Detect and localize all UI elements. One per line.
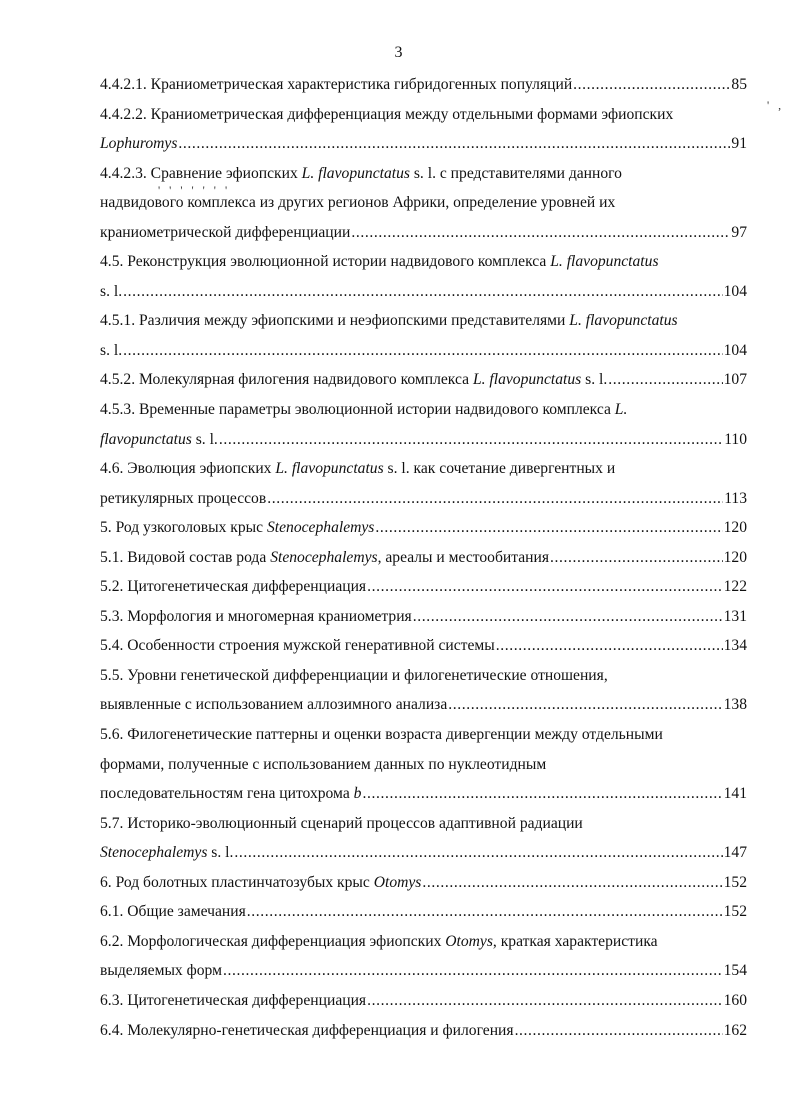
toc-entry-text [100, 779, 361, 809]
toc-page-number: 97 [731, 223, 747, 241]
toc-entry[interactable] [100, 513, 747, 543]
toc-entry[interactable] [100, 602, 747, 632]
toc-page-number: 134 [723, 637, 747, 655]
toc-page-number: 120 [723, 548, 747, 566]
toc-entry[interactable] [100, 986, 747, 1016]
dot-leader [123, 277, 723, 307]
toc-page-number: 138 [723, 696, 747, 714]
text-segment: , ареалы и местообитания [377, 548, 550, 566]
italic-term: Stenocephalemys [270, 548, 378, 566]
toc-entry[interactable] [100, 897, 747, 927]
dot-leader [247, 897, 723, 927]
toc-line [100, 661, 747, 691]
dot-leader [375, 513, 722, 543]
toc-entry[interactable] [100, 70, 747, 100]
text-segment: 4.5.1. Различия между эфиопскими и неэфиопскими представителями [100, 312, 570, 330]
toc-entry-text [100, 602, 412, 632]
toc-line [100, 454, 747, 484]
text-segment: 5. Род узкоголовых крыс [100, 519, 267, 537]
toc-line [100, 129, 747, 159]
toc-line [100, 1016, 747, 1046]
toc-line [100, 365, 747, 395]
toc-line [100, 897, 747, 927]
toc-line [100, 70, 747, 100]
dot-leader [123, 336, 723, 366]
toc-line [100, 572, 747, 602]
toc-entry-text [100, 129, 177, 159]
italic-term: Lophuromys [100, 135, 178, 153]
toc-page-number: 91 [731, 135, 747, 153]
toc-entry[interactable] [100, 159, 747, 248]
italic-term: Otomys [373, 873, 422, 891]
toc-entry[interactable] [100, 572, 747, 602]
toc-entry[interactable] [100, 306, 747, 365]
toc-entry-text [100, 868, 421, 898]
dot-leader [351, 218, 730, 248]
text-segment: выявленные с использованием аллозимного анализа [100, 696, 448, 714]
toc-page-number: 122 [723, 578, 747, 596]
toc-entry[interactable] [100, 247, 747, 306]
text-segment: 5.7. Историко-эволюционный сценарий процессов адаптивной радиации [100, 814, 583, 832]
toc-entry-text [100, 277, 122, 307]
toc-entry-text [100, 401, 627, 418]
text-segment: формами, полученные с использованием данных по нуклеотидным [100, 755, 547, 773]
toc-entry-text [100, 572, 366, 602]
toc-entry-text [100, 815, 583, 832]
dot-leader [219, 425, 723, 455]
text-segment: 5.1. Видовой состав рода [100, 548, 271, 566]
toc-line [100, 986, 747, 1016]
toc-entry-text [100, 106, 673, 123]
italic-term: L. flavopunctatus [550, 253, 659, 271]
dot-leader [515, 1016, 723, 1046]
toc-line [100, 484, 747, 514]
toc-line [100, 956, 747, 986]
toc-entry[interactable] [100, 661, 747, 720]
text-segment: s. l. с представителями данного [409, 164, 622, 182]
text-segment: 4.5.3. Временные параметры эволюционной истории надвидового комплекса [100, 401, 615, 419]
toc-page-number: 110 [724, 430, 747, 448]
toc-entry-text [100, 218, 350, 248]
toc-line [100, 247, 747, 277]
dot-leader [367, 986, 723, 1016]
toc-page-number: 113 [724, 489, 747, 507]
toc-line [100, 690, 747, 720]
toc-entry-text [100, 933, 658, 950]
toc-line [100, 306, 747, 336]
toc-line [100, 868, 747, 898]
toc-entry[interactable] [100, 395, 747, 454]
toc-page-number: 131 [723, 607, 747, 625]
toc-line [100, 100, 747, 130]
text-segment: 6.1. Общие замечания [100, 903, 246, 921]
dot-leader [448, 690, 722, 720]
toc-entry-text [100, 336, 122, 366]
toc-entry[interactable] [100, 631, 747, 661]
table-of-contents [100, 70, 747, 1045]
text-segment: 6.4. Молекулярно-генетическая дифференциация и филогения [100, 1021, 514, 1039]
toc-entry-text [100, 70, 572, 100]
toc-entry-text [100, 513, 374, 543]
toc-entry[interactable] [100, 927, 747, 986]
italic-term: L. [614, 401, 628, 419]
text-segment: , краткая характеристика [492, 932, 658, 950]
dot-leader [223, 956, 723, 986]
text-segment: 4.5. Реконструкция эволюционной истории надвидового комплекса [100, 253, 551, 271]
toc-page-number: 107 [723, 371, 747, 389]
text-segment: s. l. [100, 282, 123, 300]
page-number: 3 [394, 44, 403, 61]
toc-line [100, 218, 747, 248]
dot-leader [413, 602, 723, 632]
toc-entry-text [100, 425, 218, 455]
toc-line [100, 425, 747, 455]
italic-term: b [353, 785, 362, 803]
text-segment: s. l. [207, 844, 234, 862]
dot-leader [367, 572, 723, 602]
toc-entry[interactable] [100, 100, 747, 159]
toc-entry[interactable] [100, 868, 747, 898]
toc-page-number: 141 [723, 785, 747, 803]
toc-line [100, 779, 747, 809]
text-segment: выделяемых форм [100, 962, 222, 980]
toc-entry-text [100, 365, 607, 395]
toc-line [100, 927, 747, 957]
text-segment: краниометрической дифференциации [100, 223, 351, 241]
toc-page-number: 85 [731, 76, 747, 93]
text-segment: 4.4.2.1. Краниометрическая характеристика гибридогенных популяций [100, 76, 573, 93]
dot-leader [608, 365, 722, 395]
toc-page-number: 104 [723, 282, 747, 300]
toc-entry-text [100, 838, 233, 868]
dot-leader [362, 779, 722, 809]
toc-page-number: 162 [723, 1021, 747, 1039]
toc-entry-text [100, 460, 615, 477]
toc-line [100, 602, 747, 632]
italic-term: flavopunctatus [100, 430, 192, 448]
text-segment: 5.3. Морфология и многомерная краниометрия [100, 607, 412, 625]
text-segment: 4.4.2.3. Сравнение эфиопских [100, 164, 302, 182]
toc-line [100, 720, 747, 750]
toc-entry[interactable] [100, 454, 747, 513]
dot-leader [573, 70, 730, 100]
text-segment: последовательностям гена цитохрома [100, 785, 354, 803]
toc-page-number: 154 [723, 962, 747, 980]
text-segment: s. l. [191, 430, 218, 448]
toc-line [100, 838, 747, 868]
text-segment: 5.5. Уровни генетической дифференциации и филогенетические отношения, [100, 666, 608, 684]
toc-line [100, 631, 747, 661]
toc-page-number: 147 [723, 844, 747, 862]
toc-line [100, 543, 747, 573]
toc-entry-text [100, 986, 366, 1016]
toc-line [100, 809, 747, 839]
toc-page-number: 104 [723, 341, 747, 359]
dot-leader [234, 838, 722, 868]
text-segment: 5.2. Цитогенетическая дифференциация [100, 578, 367, 596]
toc-entry-text [100, 543, 549, 573]
toc-line [100, 750, 747, 780]
text-segment: s. l. [581, 371, 608, 389]
toc-entry-text [100, 253, 659, 270]
dot-leader [267, 484, 723, 514]
scan-marks: ' , [767, 98, 785, 112]
toc-entry[interactable] [100, 1016, 747, 1046]
scan-marks: ' ' ' ' ' ' ' [158, 183, 231, 197]
toc-entry-text [100, 726, 663, 743]
italic-term: Otomys [445, 932, 493, 950]
text-segment: 6. Род болотных пластинчатозубых крыс [100, 873, 374, 891]
text-segment: 5.4. Особенности строения мужской генеративной системы [100, 637, 495, 655]
dot-leader [550, 543, 723, 573]
toc-entry-text [100, 1016, 514, 1046]
toc-entry[interactable] [100, 809, 747, 868]
italic-term: Stenocephalemys [100, 844, 208, 862]
toc-page-number: 152 [723, 903, 747, 921]
toc-entry-text [100, 312, 678, 329]
text-segment: 4.4.2.2. Краниометрическая дифференциация между отдельными формами эфиопских [100, 105, 674, 123]
italic-term: L. flavopunctatus [301, 164, 410, 182]
italic-term: Stenocephalemys [266, 519, 375, 537]
text-segment: 6.3. Цитогенетическая дифференциация [100, 991, 367, 1009]
toc-entry-text [100, 690, 447, 720]
toc-entry-text [100, 897, 246, 927]
text-segment: 4.6. Эволюция эфиопских [100, 460, 276, 478]
toc-entry-text [100, 756, 546, 773]
toc-page-number: 152 [723, 873, 747, 891]
text-segment: 5.6. Филогенетические паттерны и оценки возраста дивергенции между отдельными [100, 726, 663, 744]
toc-page-number: 120 [723, 519, 747, 537]
text-segment: 4.5.2. Молекулярная филогения надвидового комплекса [100, 371, 473, 389]
toc-entry-text [100, 631, 495, 661]
toc-entry[interactable] [100, 720, 747, 809]
text-segment: 6.2. Морфологическая дифференциация эфиопских [100, 932, 446, 950]
toc-line [100, 277, 747, 307]
dot-leader [178, 129, 730, 159]
text-segment: s. l. как сочетание дивергентных и [383, 460, 616, 478]
dot-leader [422, 868, 722, 898]
toc-entry-text [100, 165, 622, 182]
dot-leader [496, 631, 723, 661]
text-segment: надвидового комплекса из других регионов Африки, определение уровней их [100, 194, 616, 212]
italic-term: L. flavopunctatus [275, 460, 384, 478]
toc-entry-text [100, 667, 608, 684]
toc-page-number: 160 [723, 991, 747, 1009]
toc-line [100, 336, 747, 366]
toc-entry-text [100, 484, 266, 514]
toc-line [100, 513, 747, 543]
toc-entry-text [100, 956, 222, 986]
italic-term: L. flavopunctatus [569, 312, 678, 330]
toc-line [100, 395, 747, 425]
toc-entry[interactable] [100, 543, 747, 573]
text-segment: s. l. [100, 341, 123, 359]
text-segment: ретикулярных процессов [100, 489, 267, 507]
toc-entry[interactable] [100, 365, 747, 395]
italic-term: L. flavopunctatus [472, 371, 582, 389]
